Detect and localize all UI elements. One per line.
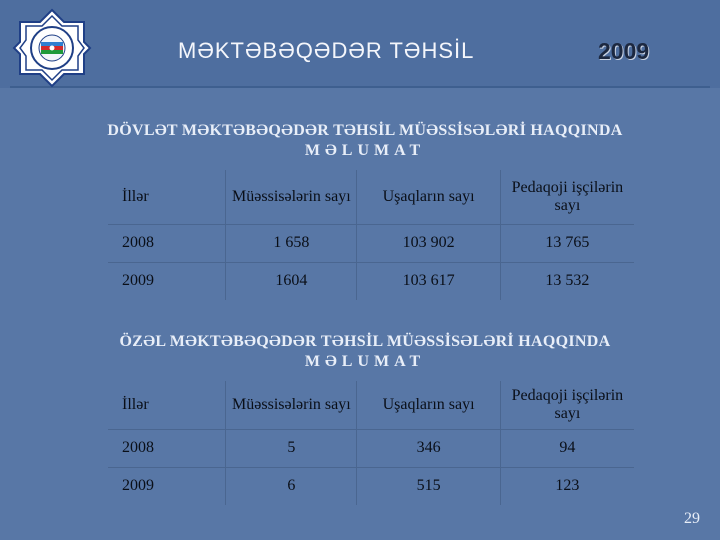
cell-year: 2009 (108, 262, 226, 300)
cell-staff: 13 765 (500, 224, 634, 262)
table-row (108, 224, 634, 262)
table-header-row (108, 381, 634, 429)
page-title: MƏKTƏBƏQƏDƏR TƏHSİL (178, 38, 475, 63)
cell-year: 2008 (108, 429, 226, 467)
cell-staff: 94 (500, 429, 634, 467)
column-header-institutions: Müəssisələrin sayı (226, 170, 357, 224)
column-header-staff: Pedaqoji işçilərin sayı (500, 381, 634, 429)
table-row (108, 467, 634, 505)
column-header-children: Uşaqların sayı (357, 381, 501, 429)
cell-institutions: 6 (226, 467, 357, 505)
cell-children: 103 902 (357, 224, 501, 262)
table-row (108, 262, 634, 300)
cell-institutions: 1 658 (226, 224, 357, 262)
state-heading-line1: DÖVLƏT MƏKTƏBƏQƏDƏR TƏHSİL MÜƏSSİSƏLƏRİ HAQQINDA (107, 122, 623, 139)
column-header-children: Uşaqların sayı (357, 170, 501, 224)
column-header-staff: Pedaqoji işçilərin sayı (500, 170, 634, 224)
page-number: 29 (684, 510, 700, 527)
cell-children: 515 (357, 467, 501, 505)
cell-institutions: 5 (226, 429, 357, 467)
cell-staff: 13 532 (500, 262, 634, 300)
private-table (108, 381, 634, 505)
cell-children: 103 617 (357, 262, 501, 300)
column-header-years: İllər (122, 395, 149, 413)
cell-institutions: 1604 (226, 262, 357, 300)
private-heading-line1: ÖZƏL MƏKTƏBƏQƏDƏR TƏHSİL MÜƏSSİSƏLƏRİ HAQQINDA (119, 333, 611, 350)
table-header-row (108, 170, 634, 224)
state-heading-line2: MƏLUMAT (304, 142, 426, 159)
column-header-institutions: Müəssisələrin sayı (226, 381, 357, 429)
cell-children: 346 (357, 429, 501, 467)
header-year: 2009 (598, 38, 650, 64)
ministry-emblem-icon (12, 8, 92, 88)
cell-staff: 123 (500, 467, 634, 505)
state-table (108, 170, 634, 300)
state-section-heading (70, 121, 660, 161)
cell-year: 2009 (108, 467, 226, 505)
private-heading-line2: MƏLUMAT (304, 353, 426, 370)
cell-year: 2008 (108, 224, 226, 262)
private-section-heading (70, 332, 660, 372)
column-header-years: İllər (122, 187, 149, 205)
table-row (108, 429, 634, 467)
